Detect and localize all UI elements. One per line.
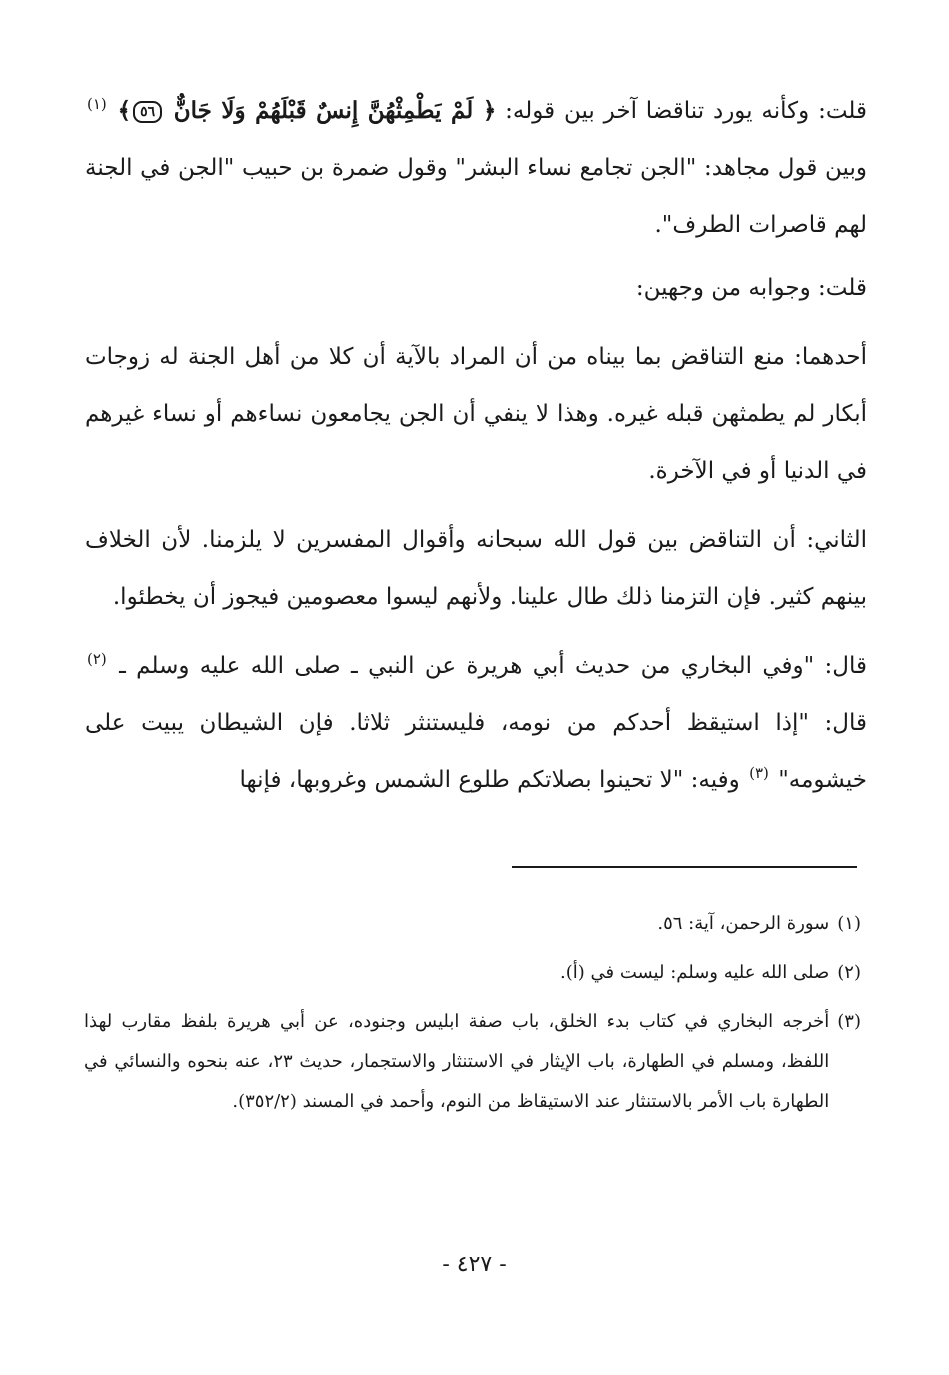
footnote-ref-2: (٢) [87,650,107,669]
footnote-text: سورة الرحمن، آية: ٥٦. [657,913,830,934]
quran-close-bracket: ﴾ [117,97,132,124]
footnote-text: أخرجه البخاري في كتاب بدء الخلق، باب صفة ابليس وجنوده، عن أبي هريرة بلفظ مقارب لهذا اللفظ، ومسلم في الطهارة، باب الإيثار في الاستنثار والاستجمار، حديث ٢٣، عنه بنحوه والنسائي في الطهارة باب الأمر بالاستنثار عند الاستيقاظ من النوم، وأحمد في المسند (٣٥٢/٢). [84,1011,830,1112]
footnote-ref-1: (١) [87,95,107,114]
footnote-3 [84,1002,861,1122]
page-number: - ٤٢٧ - [442,1252,507,1277]
ayah-number-marker: ٥٦ [133,101,162,123]
footnote-1 [84,904,861,944]
footnote-number: (٢) [837,962,861,983]
footnote-number: (١) [837,913,861,934]
quran-verse [118,97,497,124]
paragraph-5-part2: قال: "إذا استيقظ أحدكم من نومه، فليستنثر ثلاثا. فإن الشيطان يبيت على خيشومه" [85,710,867,793]
paragraph-5-part1: قال: "وفي البخاري من حديث أبي هريرة عن النبي ـ صلى الله عليه وسلم ـ [119,653,867,679]
footnote-number: (٣) [837,1011,861,1032]
main-text [85,82,867,821]
paragraph-1-intro: قلت: وكأنه يورد تناقضا آخر بين قوله: [505,98,868,124]
footnote-text: صلى الله عليه وسلم: ليست في (أ). [560,962,830,983]
quran-verse-text: ﴿ لَمْ يَطْمِثْهُنَّ إِنسٌ قَبْلَهُمْ وَلَا جَانٌّ [164,97,497,124]
footnote-divider [512,866,857,868]
footnotes-section [84,904,861,1131]
footnote-ref-3: (٣) [749,764,769,783]
paragraph-5 [85,638,867,809]
footnote-2 [84,953,861,993]
paragraph-5-part3: وفيه: "لا تحينوا بصلاتكم طلوع الشمس وغروبها، فإنها [239,767,740,793]
paragraph-2: قلت: وجوابه من وجهين: [635,275,867,301]
paragraph-4: الثاني: أن التناقض بين قول الله سبحانه وأقوال المفسرين لا يلزمنا. لأن الخلاف بينهم كثير. فإن التزمنا ذلك طال علينا. ولأنهم ليسوا معصومين فيجوز أن يخطئوا. [85,527,867,610]
paragraph-1-continuation: وبين قول مجاهد: "الجن تجامع نساء البشر" وقول ضمرة بن حبيب "الجن في الجنة لهم قاصرات الطرف". [85,155,867,238]
paragraph-3: أحدهما: منع التناقض بما بيناه من أن المراد بالآية أن كلا من أهل الجنة له زوجات أبكار لم يطمثهن قبله غيره. وهذا لا ينفي أن الجن يجامعون نساءهم أو نساء غيرهم في الدنيا أو في الآخرة. [85,344,867,484]
paragraph-1 [85,82,867,254]
